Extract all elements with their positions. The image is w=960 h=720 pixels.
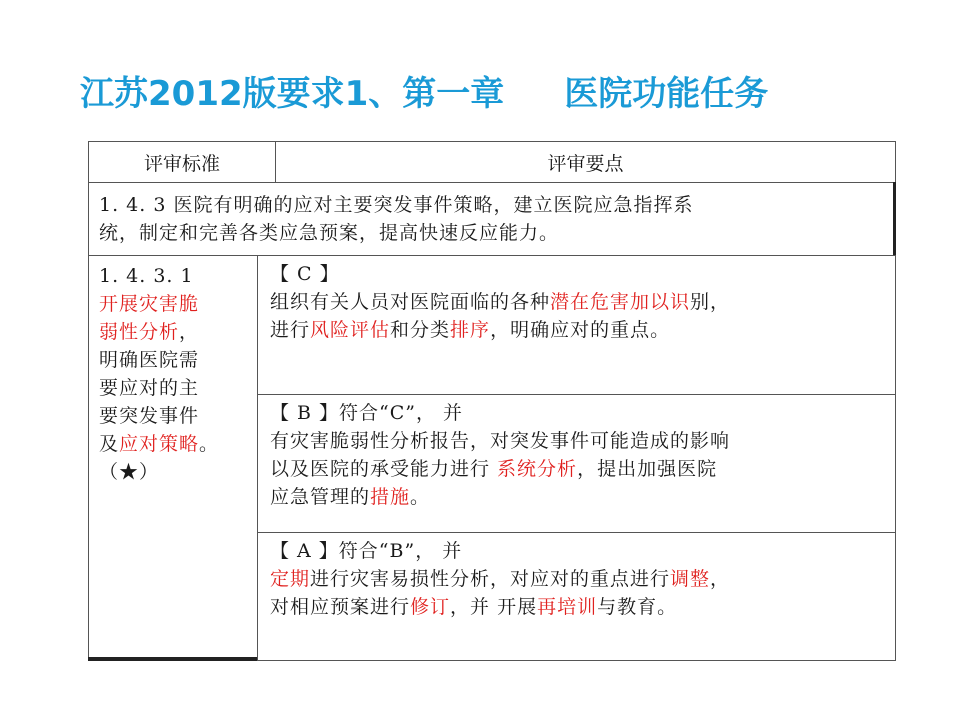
level-c-line-1-red: 潜在危害加以识 (550, 291, 691, 313)
header-standard: 评审标准 (88, 141, 276, 183)
level-b-line-1: 有灾害脆弱性分析报告，对突发事件可能造成的影响 (270, 430, 731, 452)
level-c-line-2 (270, 316, 883, 344)
level-b-line-2 (270, 455, 883, 483)
level-c-line-2-red2: 排序 (450, 319, 491, 341)
level-c-tag: 【 C 】 (270, 263, 340, 285)
slide-title-part2: 医院功能任务 (564, 74, 769, 114)
level-a-line-1-red2: 调整 (670, 568, 711, 590)
slide-title (80, 66, 940, 115)
standard-line-2-black: ， (179, 321, 200, 343)
level-b-line-2-red: 系统分析 (497, 458, 578, 480)
level-b-tag: 【 B 】符合“C”， 并 (270, 402, 464, 424)
level-c-line-2-red1: 风险评估 (310, 319, 391, 341)
standard-line-6-end: 。 (199, 433, 220, 455)
level-a-line-2-red2: 再培训 (537, 596, 598, 618)
item-line-1: 1. 4. 3 医院有明确的应对主要突发事件策略，建立医院应急指挥系 (99, 194, 694, 216)
standard-line-6-red: 应对策略 (119, 433, 200, 455)
level-a-line-1 (270, 565, 883, 593)
level-a-line-2-a: 对相应预案进行 (270, 596, 411, 618)
level-a-line-1-a: 进行灾害易损性分析，对应对的重点进行 (310, 568, 671, 590)
level-c-line-2-a: 进行 (270, 319, 311, 341)
item-line-2: 统，制定和完善各类应急预案，提高快速反应能力。 (99, 222, 560, 244)
level-b-line-3 (270, 483, 883, 511)
standard-line-7: （★） (99, 461, 160, 483)
level-b-cell (257, 394, 896, 533)
level-a-line-2-c: 与教育。 (597, 596, 678, 618)
level-b-line-3-red: 措施 (370, 486, 411, 508)
level-b-line-3-b: 。 (410, 486, 431, 508)
level-c-line-2-b: 和分类 (390, 319, 451, 341)
level-a-line-2 (270, 593, 883, 621)
level-a-line-2-red1: 修订 (410, 596, 451, 618)
row-shadow-divider (893, 182, 896, 256)
level-b-line-2-b: ，提出加强医院 (577, 458, 718, 480)
standard-line-4: 要应对的主 (99, 377, 200, 399)
item-row (88, 182, 896, 256)
standard-line-2 (99, 318, 247, 346)
standard-line-5: 要突发事件 (99, 405, 200, 427)
level-c-line-1 (270, 288, 883, 316)
standard-code: 1. 4. 3. 1 (99, 265, 194, 287)
level-c-line-1-b: 别， (690, 291, 731, 313)
level-b-line-3-a: 应急管理的 (270, 486, 371, 508)
level-a-line-1-red1: 定期 (270, 568, 311, 590)
header-points: 评审要点 (275, 141, 896, 183)
standard-line-6-black: 及 (99, 433, 120, 455)
level-a-tag: 【 A 】符合“B”， 并 (270, 540, 463, 562)
standard-line-3: 明确医院需 (99, 349, 200, 371)
level-c-cell (257, 255, 896, 395)
standard-cell (88, 255, 258, 661)
standard-bottom-border (88, 657, 258, 661)
standards-table (88, 141, 896, 661)
standard-line-6 (99, 430, 247, 458)
level-a-line-1-b: ， (710, 568, 731, 590)
slide-title-part1: 江苏2012版要求1、第一章 (80, 74, 505, 114)
level-c-line-1-a: 组织有关人员对医院面临的各种 (270, 291, 551, 313)
standard-line-2-red: 弱性分析 (99, 321, 180, 343)
level-b-line-2-a: 以及医院的承受能力进行 (270, 458, 498, 480)
level-a-line-2-b: ，并 开展 (450, 596, 538, 618)
level-a-cell (257, 532, 896, 661)
level-c-line-2-c: ，明确应对的重点。 (490, 319, 671, 341)
standard-line-1: 开展灾害脆 (99, 293, 200, 315)
